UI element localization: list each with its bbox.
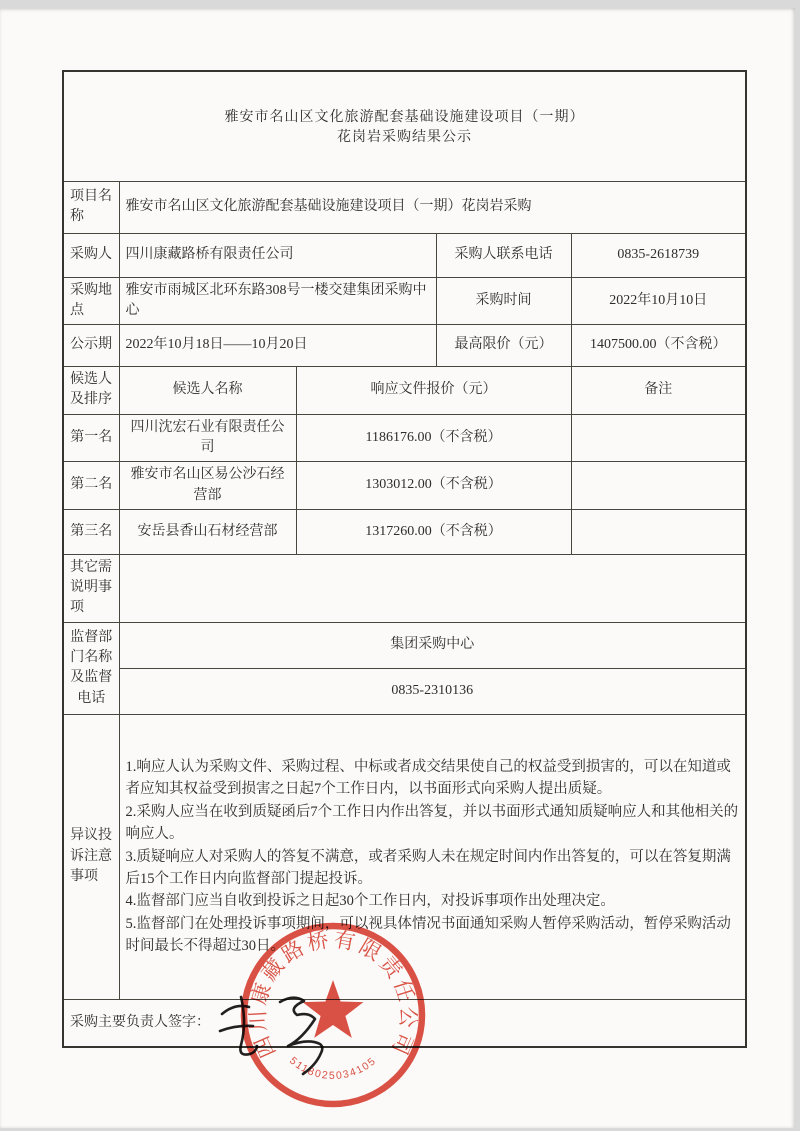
stamp-number-text: 5118025034105: [287, 1054, 379, 1082]
candidates-header-row: [63, 367, 746, 415]
purchaser-value: 四川康藏路桥有限责任公司: [119, 233, 436, 277]
candidate-2-remark: [571, 462, 746, 510]
supervision-label: 监督部门名称及监督电话: [63, 622, 119, 714]
project-name-value: 雅安市名山区文化旅游配套基础设施建设项目（一期）花岗岩采购: [119, 181, 746, 233]
candidate-2-name: 雅安市名山区易公沙石经营部: [119, 462, 296, 510]
complaint-item-1: 1.响应人认为采购文件、采购过程、中标或者成交结果使自己的权益受到损害的，可以在知道或者应知其权益受到损害之日起7个工作日内，以书面形式向采购人提出质疑。: [125, 758, 731, 798]
candidate-3-price: 1317260.00（不含税）: [296, 509, 571, 554]
candidate-1-rank: 第一名: [63, 414, 119, 462]
candidate-row-1: [63, 414, 746, 462]
candidate-2-price: 1303012.00（不含税）: [296, 462, 571, 510]
purchaser-phone-label: 采购人联系电话: [436, 233, 571, 277]
stamp-company-text: 四川康藏路桥有限责任公司: [246, 928, 420, 1061]
location-label: 采购地点: [63, 277, 119, 325]
max-price-value: 1407500.00（不含税）: [571, 325, 746, 367]
purchase-time-value: 2022年10月10日: [571, 277, 746, 325]
purchase-time-label: 采购时间: [436, 277, 571, 325]
publicity-period-value: 2022年10月18日——10月20日: [119, 325, 436, 367]
title-row: [63, 71, 746, 181]
signature-row: [63, 999, 746, 1047]
supervision-phone-row: [63, 668, 746, 714]
project-name-row: [63, 181, 746, 233]
complaint-content: [119, 714, 746, 999]
title-line-1: 雅安市名山区文化旅游配套基础设施建设项目（一期）: [224, 107, 585, 124]
supervision-department-row: [63, 622, 746, 668]
candidate-1-name: 四川沈宏石业有限责任公司: [119, 414, 296, 462]
purchaser-row: [63, 233, 746, 277]
max-price-label: 最高限价（元）: [436, 325, 571, 367]
announcement-table: [62, 70, 747, 1048]
other-notes-row: [63, 554, 746, 622]
location-row: [63, 277, 746, 325]
complaint-row: [63, 714, 746, 999]
complaint-item-4: 4.监督部门应当自收到投诉之日起30个工作日内，对投诉事项作出处理决定。: [125, 893, 615, 910]
candidate-2-rank: 第二名: [63, 462, 119, 510]
candidate-remark-header: 备注: [571, 367, 746, 415]
supervision-phone-value: 0835-2310136: [119, 668, 746, 714]
complaint-item-2: 2.采购人应当在收到质疑函后7个工作日内作出答复，并以书面形式通知质疑响应人和其他相关的响应人。: [125, 803, 739, 843]
purchaser-label: 采购人: [63, 233, 119, 277]
candidate-1-remark: [571, 414, 746, 462]
complaint-item-3: 3.质疑响应人对采购人的答复不满意，或者采购人未在规定时间内作出答复的，可以在答复期满后15个工作日内向监督部门提起投诉。: [125, 848, 731, 887]
project-name-label: 项目名称: [63, 181, 119, 233]
publicity-period-label: 公示期: [63, 325, 119, 367]
complaint-label: 异议投诉注意事项: [63, 714, 119, 999]
other-notes-value: [119, 554, 746, 622]
title-line-2: 花岗岩采购结果公示: [337, 128, 472, 145]
document-title: [63, 71, 746, 181]
complaint-item-5: 5.监督部门在处理投诉事项期间，可以视具体情况书面通知采购人暂停采购活动，暂停采购活动时间最长不得超过30日。: [125, 915, 731, 955]
paper-sheet: [0, 8, 795, 1128]
candidate-rank-header: 候选人及排序: [63, 367, 119, 415]
publicity-period-row: [63, 325, 746, 367]
candidate-row-2: [63, 462, 746, 510]
candidate-3-rank: 第三名: [63, 509, 119, 554]
supervision-department-value: 集团采购中心: [119, 622, 746, 668]
svg-text:5118025034105: [287, 1055, 379, 1082]
candidate-1-price: 1186176.00（不含税）: [296, 414, 571, 462]
other-notes-label: 其它需说明事项: [63, 554, 119, 622]
candidate-price-header: 响应文件报价（元）: [296, 367, 571, 415]
candidate-row-3: [63, 509, 746, 554]
candidate-3-remark: [571, 509, 746, 554]
purchaser-phone-value: 0835-2618739: [571, 233, 746, 277]
location-value: 雅安市雨城区北环东路308号一楼交建集团采购中心: [119, 277, 436, 325]
signature-label: 采购主要负责人签字：: [63, 999, 746, 1047]
candidate-3-name: 安岳县香山石材经营部: [119, 509, 296, 554]
candidate-name-header: 候选人名称: [119, 367, 296, 415]
